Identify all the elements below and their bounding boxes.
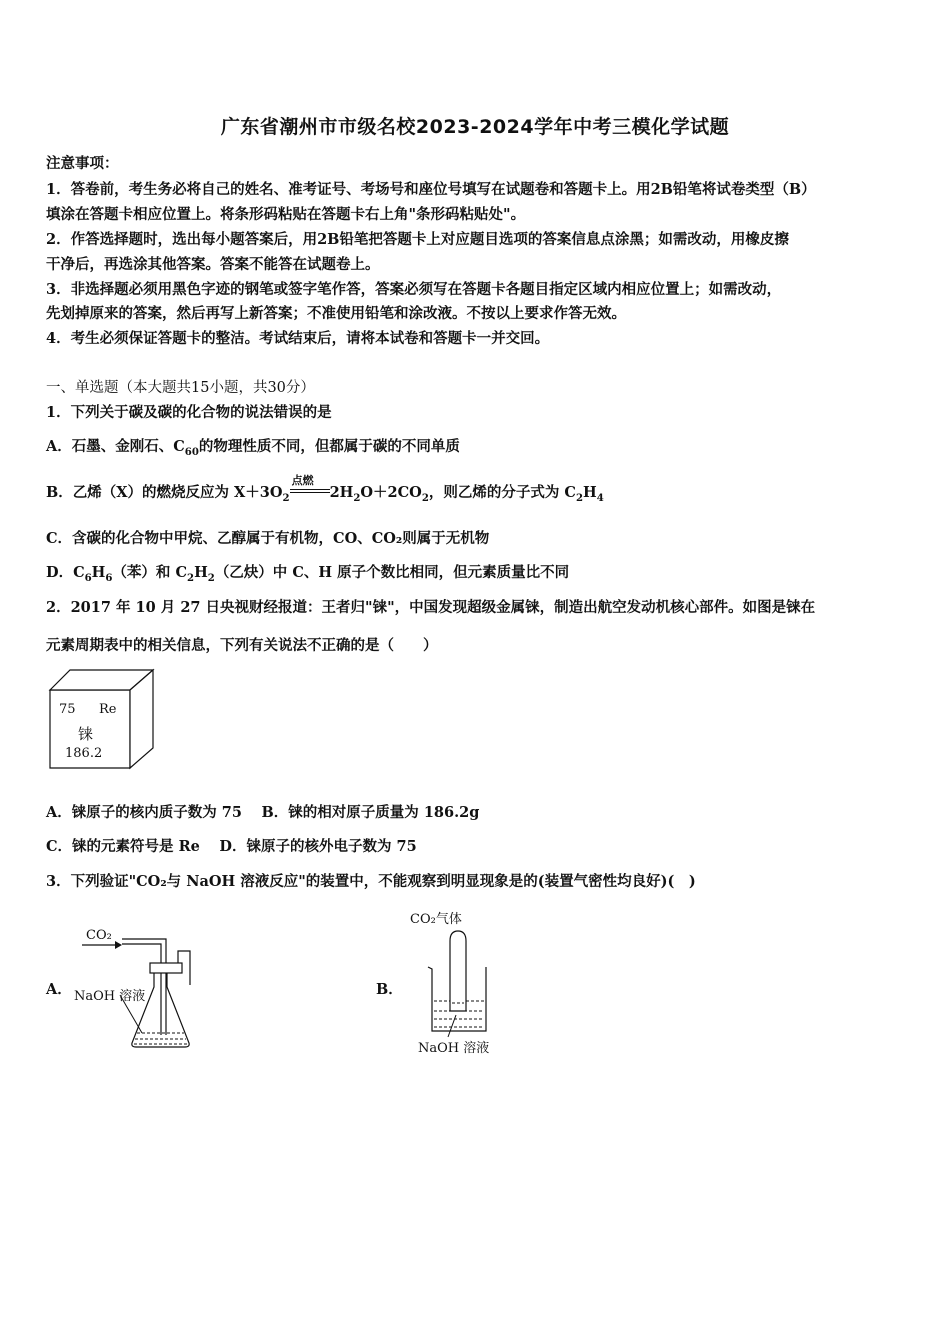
reaction-condition: 点燃 bbox=[291, 474, 314, 487]
atomic-number: 75 bbox=[59, 702, 76, 717]
note-line: 4．考生必须保证答题卡的整洁。考试结束后，请将本试卷和答题卡一并交回。 bbox=[46, 330, 550, 347]
element-tile-figure bbox=[48, 668, 158, 772]
note-line: 2．作答选择题时，选出每小题答案后，用2B铅笔把答题卡上对应题目选项的答案信息点涂黑；如需改动，用橡皮擦 bbox=[46, 231, 789, 248]
q1-option-c: C．含碳的化合物中甲烷、乙醇属于有机物，CO、CO₂则属于无机物 bbox=[46, 530, 490, 547]
apparatus-a bbox=[70, 925, 200, 1055]
q1-option-b: B．乙烯（X）的燃烧反应为 $X+3O_2$ 点燃 $2H_2O+2CO_2$，则乙烯的分子式为 $C_2H_4$ bbox=[46, 474, 604, 504]
q3-option-a-label: A． bbox=[46, 981, 72, 998]
note-line: 1．答卷前，考生务必将自己的姓名、准考证号、考场号和座位号填写在试题卷和答题卡上。用2B铅笔将试卷类型（B） bbox=[46, 181, 816, 198]
notes-heading: 注意事项： bbox=[46, 155, 119, 172]
atomic-mass: 186.2 bbox=[65, 746, 103, 761]
co2-label-a: CO₂ bbox=[86, 928, 112, 943]
q2-options-ab: A．铼原子的核内质子数为 75 B．铼的相对原子质量为 186.2g bbox=[46, 804, 480, 821]
naoh-label-a: NaOH 溶液 bbox=[74, 989, 146, 1004]
page-title: 广东省潮州市市级名校2023-2024学年中考三模化学试题 bbox=[220, 116, 730, 138]
section-heading: 一、单选题（本大题共15小题，共30分） bbox=[46, 380, 315, 396]
note-line: 先划掉原来的答案，然后再写上新答案；不准使用铅笔和涂改液。不按以上要求作答无效。 bbox=[46, 305, 626, 322]
element-name: 铼 bbox=[78, 725, 94, 743]
naoh-label-b: NaOH 溶液 bbox=[418, 1041, 490, 1056]
q1-option-d: D．$C_6H_6$（苯）和 $C_2H_2$（乙炔）中 C、H 原子个数比相同，但元素质量比不同 bbox=[46, 564, 570, 584]
q2-stem: 2．2017 年 10 月 27 日央视财经报道：王者归"铼"，中国发现超级金属铼，制造出航空发动机核心部件。如图是铼在 bbox=[46, 599, 816, 616]
q1-stem: 1．下列关于碳及碳的化合物的说法错误的是 bbox=[46, 404, 332, 421]
q3-stem: 3．下列验证"CO₂与 NaOH 溶液反应"的装置中，不能观察到明显现象是的(装置气密性均良好)( ) bbox=[46, 873, 696, 890]
note-line: 填涂在答题卡相应位置上。将条形码粘贴在答题卡右上角"条形码粘贴处"。 bbox=[46, 206, 526, 223]
q1-option-a: A．石墨、金刚石、$C_{60}$的物理性质不同，但都属于碳的不同单质 bbox=[46, 438, 460, 458]
q2-options-cd: C．铼的元素符号是 Re D．铼原子的核外电子数为 75 bbox=[46, 838, 417, 855]
note-line: 干净后，再选涂其他答案。答案不能答在试题卷上。 bbox=[46, 256, 380, 273]
q3-option-b-label: B． bbox=[376, 981, 403, 998]
element-symbol: Re bbox=[99, 702, 117, 717]
co2-gas-label-b: CO₂气体 bbox=[410, 912, 462, 927]
apparatus-b bbox=[408, 903, 498, 1058]
reaction-arrow bbox=[290, 474, 330, 500]
q2-stem-cont: 元素周期表中的相关信息，下列有关说法不正确的是（ ） bbox=[46, 637, 438, 654]
note-line: 3．非选择题必须用黑色字迹的钢笔或签字笔作答，答案必须写在答题卡各题目指定区域内相应位置上；如需改动， bbox=[46, 281, 782, 298]
